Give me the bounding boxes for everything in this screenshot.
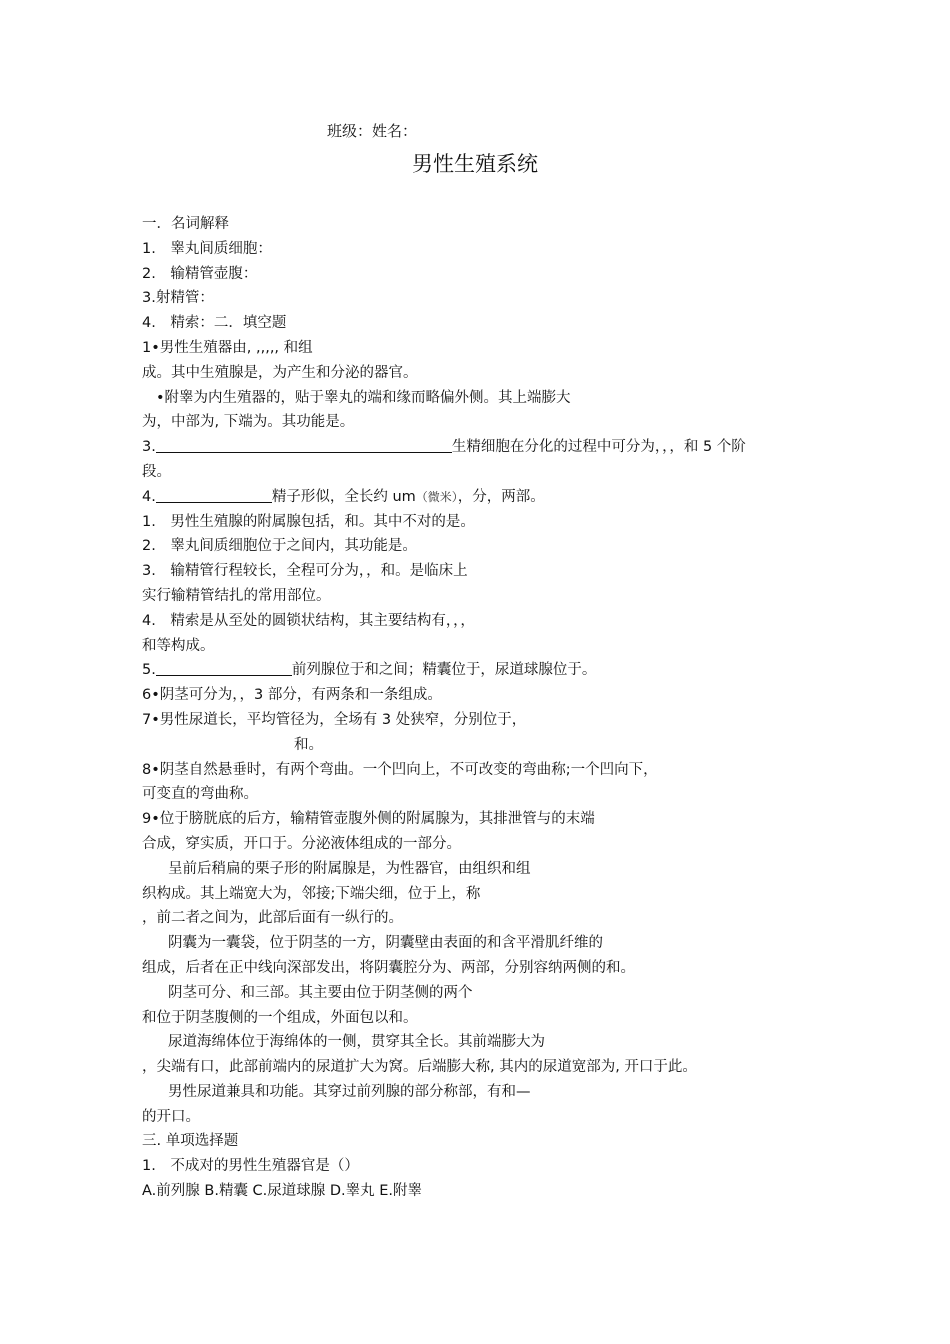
fill-text: 生精细胞在分化的过程中可分为，，，和 5 个阶 bbox=[451, 439, 746, 456]
section-heading: 一．名词解释 bbox=[142, 216, 229, 232]
fill-line: 2. 睾丸间质细胞位于之间内，其功能是。 bbox=[142, 538, 417, 555]
document-body bbox=[142, 212, 822, 1204]
fill-line: 可变直的弯曲称。 bbox=[142, 786, 258, 803]
fill-line: 1•男性生殖器由, ,,,,, 和组 bbox=[142, 339, 313, 356]
fill-line: 组成，后者在正中线向深部发出，将阴囊腔分为、两部，分别容纳两侧的和。 bbox=[142, 959, 635, 976]
term-item: 4. 精索：二．填空题 bbox=[142, 315, 287, 332]
fill-line: 织构成。其上端宽大为，邻接;下端尖细，位于上，称 bbox=[142, 885, 481, 902]
fill-line: 和位于阴茎腹侧的一个组成，外面包以和。 bbox=[142, 1009, 418, 1026]
class-name-line: 班级：姓名： bbox=[327, 122, 418, 140]
fill-line: 段。 bbox=[142, 463, 171, 480]
fill-line: 6•阴茎可分为，，3 部分，有两条和一条组成。 bbox=[142, 687, 442, 704]
fill-line: 为，中部为, 下端为。其功能是。 bbox=[142, 414, 355, 431]
question: 1. 不成对的男性生殖器官是（） bbox=[142, 1158, 359, 1175]
fill-line: 和等构成。 bbox=[142, 637, 215, 654]
fill-line: •附睾为内生殖器的，贴于睾丸的端和缘而略偏外侧。其上端膨大 bbox=[156, 389, 571, 406]
item-number: 3. bbox=[142, 439, 156, 456]
fill-line bbox=[142, 485, 822, 510]
fill-line: 男性尿道兼具和功能。其穿过前列腺的部分称部，有和— bbox=[168, 1083, 531, 1100]
fill-line: 7•男性尿道长，平均管径为，全场有 3 处狭窄，分别位于， bbox=[142, 711, 527, 728]
fill-line: 1. 男性生殖腺的附属腺包括，和。其中不对的是。 bbox=[142, 513, 475, 530]
fill-line: ，前二者之间为，此部后面有一纵行的。 bbox=[142, 910, 403, 927]
answer-blank[interactable] bbox=[156, 659, 292, 676]
answer-blank[interactable] bbox=[156, 486, 272, 503]
item-number: 4. bbox=[142, 488, 156, 505]
fill-line: 的开口。 bbox=[142, 1108, 200, 1125]
fill-line: 实行输精管结扎的常用部位。 bbox=[142, 587, 331, 604]
fill-line: 8•阴茎自然悬垂时，有两个弯曲。一个凹向上，不可改变的弯曲称;一个凹向下， bbox=[142, 761, 658, 778]
fill-line: 呈前后稍扁的栗子形的附属腺是，为性器官，由组织和组 bbox=[168, 860, 531, 877]
term-item: 2. 输精管壶腹： bbox=[142, 265, 258, 282]
fill-line: 4. 精索是从至处的圆锁状结构，其主要结构有，，， bbox=[142, 612, 475, 629]
unit-note: （微米） bbox=[415, 489, 458, 504]
fill-line: ，尖端有口，此部前端内的尿道扩大为窝。后端膨大称, 其内的尿道宽部为, 开口于此。 bbox=[142, 1059, 697, 1076]
fill-line: 阴囊为一囊袋，位于阴茎的一方，阴囊壁由表面的和含平滑肌纤维的 bbox=[168, 935, 603, 952]
section-heading: 三. 单项选择题 bbox=[142, 1133, 239, 1150]
item-number: 5. bbox=[142, 662, 156, 679]
fill-line: 9•位于膀胱底的后方，输精管壶腹外侧的附属腺为，其排泄管与的末端 bbox=[142, 811, 595, 828]
fill-text: ，分，两部。 bbox=[457, 488, 545, 505]
term-item: 3.射精管： bbox=[142, 290, 214, 307]
fill-line: 3. 输精管行程较长，全程可分为，，和。是临床上 bbox=[142, 563, 468, 580]
fill-line: 成。其中生殖腺是，为产生和分泌的器官。 bbox=[142, 364, 418, 381]
fill-line: 和。 bbox=[294, 736, 323, 753]
fill-text: 前列腺位于和之间；精囊位于，尿道球腺位于。 bbox=[291, 662, 597, 679]
fill-line: 尿道海绵体位于海绵体的一侧，贯穿其全长。其前端膨大为 bbox=[168, 1034, 545, 1051]
answer-blank[interactable] bbox=[156, 436, 452, 453]
fill-text: 精子形似，全长约 um bbox=[271, 488, 416, 505]
fill-line bbox=[142, 435, 822, 460]
term-item: 1. 睾丸间质细胞： bbox=[142, 240, 272, 257]
page-title: 男性生殖系统 bbox=[412, 152, 538, 176]
fill-line: 合成，穿实质，开口于。分泌液体组成的一部分。 bbox=[142, 835, 461, 852]
fill-line bbox=[142, 658, 822, 683]
question-options: A.前列腺 B.精囊 C.尿道球腺 D.睾丸 E.附睾 bbox=[142, 1183, 423, 1200]
fill-line: 阴茎可分、和三部。其主要由位于阴茎侧的两个 bbox=[168, 984, 473, 1001]
